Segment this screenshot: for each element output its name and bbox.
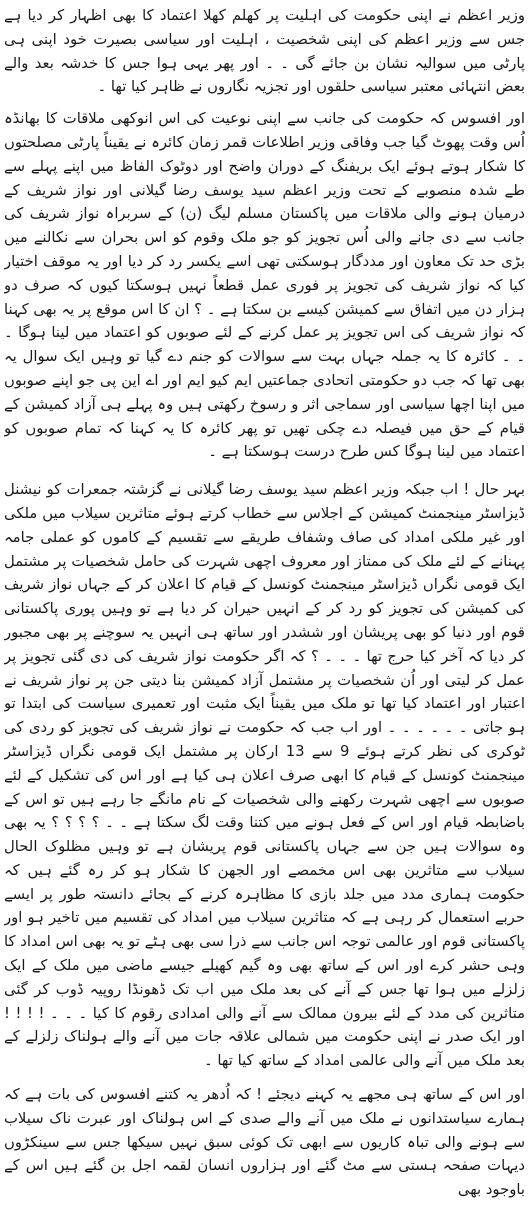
article-paragraph-2: اور افسوس کہ حکومت کی جانب سے اپنی نوعیت کی اس انوکھی ملاقات کا بھانڈہ اُس وقت پھوٹ گیا جب وفاقی وزیر اطلاعات قمر زمان کائرہ نے یقیناً پارٹی مصلحتوں کا شکار ہوتے ہوئے ایک بریفنگ کے دوران واضح اور دوٹوک الفاظ میں اپنے پہلے سے طے شدہ منصوبے کے تحت وزیر اعظم سید یوسف رضا گیلانی اور نواز شریف کے درمیان ہونے والی ملاقات میں پاکستان مسلم لیگ (ن) کے سربراہ نواز شریف کی جانب سے دی جانے والی اُس تجویز کو جو ملک وقوم کو اس بحران سے نکالنے میں بڑی حد تک معاون اور مددگار ہوسکتی تھی اسے یکسر رد کر دیا اور یہ موقف اختیار کیا کہ نواز شریف کی تجویز پر فوری عمل قطعاً نہیں ہوسکتا کیوں کہ صرف دو ہزار دن میں اتفاق سے کمیشن کیسے بن سکتا ہے ۔ ؟ ان کا اس موقع پر یہ بھی کہنا کہ نواز شریف کی اس تجویز پر عمل کرنے کے لئے صوبوں کو اعتماد میں لینا ہوگا ۔ ۔ ۔ کائرہ کا یہ جملہ جہاں بہت سے سوالات کو جنم دے گیا تو وہیں ایک سوال یہ بھی تھا کہ جب دو حکومتی اتحادی جماعتیں ایم کیو ایم اور اے این پی جو اپنے صوبوں میں اپنا اچھا سیاسی اور سماجی اثر و رسوخ رکھتی ہیں وہ پہلے ہی آزاد کمیشن کے قیام کے حق میں فیصلہ دے چکی تھیں تو پھر کائرہ کا یہ کہنا کہ تمام صوبوں کو اعتماد میں لینا ہوگا کس طرح درست ہوسکتا ہے ۔ [4, 110, 525, 461]
article-column [4, 4, 525, 1204]
article-paragraph-1: وزیر اعظم نے اپنی حکومت کی اہلیت پر کھلم کھلا اعتماد کا بھی اظہار کر دیا ہے جس سے وزیر اعظم کی اپنی شخصیت ، اہلیت اور سیاسی بصیرت خود اپنی ہی پارٹی میں سوالیہ نشان بن جائے گی ۔ ۔ اور پھر یہی ہوا جس کا خدشہ بعد والے بعض انتہائی معتبر سیاسی حلقوں اور تجزیہ نگاروں نے ظاہر کیا تھا ۔ [4, 7, 525, 96]
article-paragraph-4: اور اس کے ساتھ ہی مجھے یہ کہنے دیجئے ! کہ اُدھر یہ کتنے افسوس کی بات ہے کہ ہمارے سیاستدانوں نے ملک میں آنے والے صدی کے اس ہولناک اور عبرت ناک سیلاب سے ہونے والی تباہ کاریوں سے ابھی تک کوئی سبق نہیں سیکھا جس سے سینکڑوں دیہات صفحہ ہستی سے مٹ گئے اور ہزاروں انسان لقمہ اجل بن گئے ہیں اس کے باوجود بھی [4, 1086, 525, 1199]
article-paragraph-3: بہر حال ! اب جبکہ وزیر اعظم سید یوسف رضا گیلانی نے گزشتہ جمعرات کو نیشنل ڈیزاسٹر مینجمنٹ کمیشن کے اجلاس سے خطاب کرتے ہوئے متاثرین سیلاب میں ملکی اور غیر ملکی امداد کی صاف وشفاف طریقے سے تقسیم کے کاموں کو عملی جامہ پہنانے کے لئے ملک کی ممتاز اور معروف اچھی شہرت کی حامل شخصیات پر مشتمل ایک قومی نگراں ڈیزاسٹر مینجمنٹ کونسل کے قیام کا اعلان کر کے جہاں نواز شریف کی کمیشن کی تجویز کو رد کر کے انہیں حیران کر دیا ہے تو وہیں پوری پاکستانی قوم اور دنیا کو بھی پریشان اور ششدر اور ساتھ ہی انہیں یہ سوچنے پر بھی مجبور کر دیا کہ آخر کیا حرج تھا ۔ ۔ ۔ ؟ کہ اگر حکومت نواز شریف کی دی گئی تجویز پر عمل کر لیتی اور اُن شخصیات پر مشتمل آزاد کمیشن بنا دیتی جن پر نواز شریف نے اعتبار اور اعتماد کیا تھا تو ملک میں یقیناً ایک مثبت اور تعمیری سیاست کی ابتدا تو ہو جاتی ۔ ۔ ۔ ۔ ۔ ۔ اور اب جب کہ حکومت نے نواز شریف کی تجویز کو ردی کی ٹوکری کی نظر کرتے ہوئے 9 سے 13 ارکان پر مشتمل ایک قومی نگراں ڈیزاسٹر مینجمنٹ کونسل کے قیام کا ابھی صرف اعلان ہی کیا ہے اور اس کی تشکیل کے لئے صوبوں سے اچھی شہرت رکھنے والی شخصیات کے نام مانگے جا رہے ہیں تو اس کے باضابطہ قیام اور اس کے فعل ہونے میں کتنا وقت لگ سکتا ہے ۔ ۔ ؟ ؟ ؟ ؟ یہ بھی وہ سوالات ہیں جن سے جہاں پاکستانی قوم پریشان ہے تو وہیں مظلوک الحال سیلاب سے متاثرین بھی اس مخمصے اور الجھن کا شکار ہو کر رہ گئے ہیں کہ حکومت ہماری مدد میں جلد بازی کا مظاہرہ کرنے کے بجائے دانستہ طور پر ایسے حربے استعمال کر رہی ہے کہ متاثرین سیلاب میں امداد کی تقسیم میں تاخیر ہو اور پاکستانی قوم اور عالمی توجہ اس جانب سے ذرا سی بھی ہٹے تو یہ بھی اس امداد کا وہی حشر کرے اور اس کے ساتھ بھی وہ گیم کھیلے جیسے ماضی میں ملک کے ایک زلزلے میں ہوا تھا جس کے آنے کی بعد ملک میں اب تک ڈھونڈا روپیہ ڈوب کر گئی متاثرین کی مدد کے لئے بیرون ممالک سے آنے والی امدادی رقوم کا کیا ۔ ۔ ۔ ! ! ! ! اور ایک صدر نے اپنی حکومت میں شمالی علاقہ جات میں آنے والے ہولناک زلزلے کے بعد ملک میں آنے والی عالمی امداد کے ساتھ کیا تھا ۔ [4, 481, 525, 1070]
